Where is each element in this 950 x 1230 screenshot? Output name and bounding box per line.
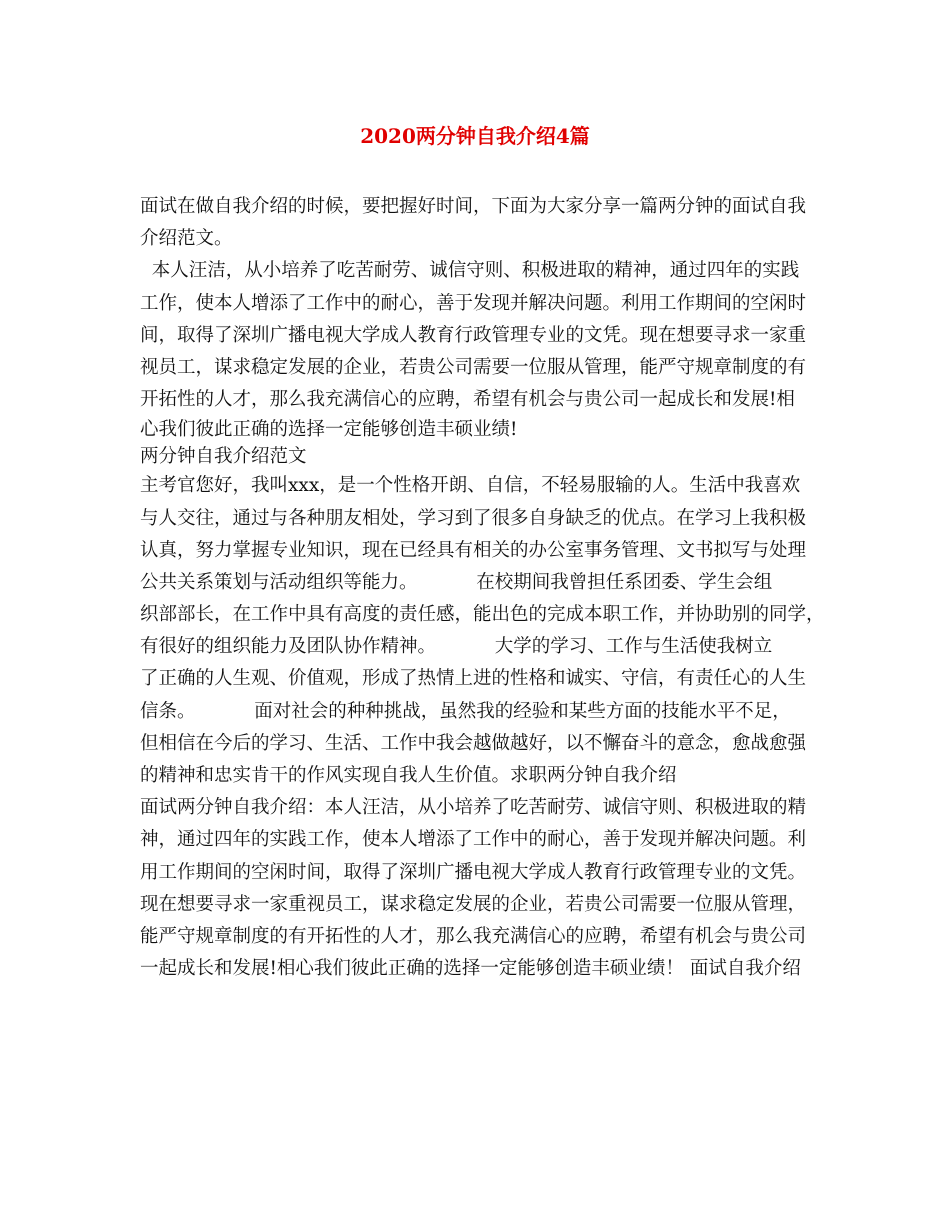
body-line: 认真，努力掌握专业知识，现在已经具有相关的办公室事务管理、文书拟写与处理	[140, 539, 807, 561]
section-heading: 两分钟自我介绍范文	[140, 446, 307, 468]
body-line: 开拓性的人才，那么我充满信心的应聘，希望有机会与贵公司一起成长和发展!相	[140, 389, 795, 411]
body-line: 一起成长和发展!相心我们彼此正确的选择一定能够创造丰硕业绩！ 面试自我介绍	[140, 958, 801, 980]
body-line: 但相信在今后的学习、生活、工作中我会越做越好，以不懈奋斗的意念，愈战愈强	[140, 732, 807, 754]
body-line: 与人交往，通过与各种朋友相处，学习到了很多自身缺乏的优点。在学习上我积极	[140, 507, 807, 529]
body-line: 有很好的组织能力及团队协作精神。 大学的学习、工作与生活使我树立	[140, 636, 773, 658]
body-line: 公共关系策划与活动组织等能力。 在校期间我曾担任系团委、学生会组	[140, 571, 773, 593]
body-line: 介绍范文。	[140, 228, 233, 250]
document-title: 2020两分钟自我介绍4篇	[360, 124, 590, 148]
body-line: 面试两分钟自我介绍：本人汪洁，从小培养了吃苦耐劳、诚信守则、积极进取的精	[140, 797, 807, 819]
body-line: 现在想要寻求一家重视员工，谋求稳定发展的企业，若贵公司需要一位服从管理，	[140, 893, 807, 915]
body-line: 织部部长，在工作中具有高度的责任感，能出色的完成本职工作，并协助别的同学，	[140, 604, 825, 626]
body-line: 视员工，谋求稳定发展的企业，若贵公司需要一位服从管理，能严守规章制度的有	[140, 356, 807, 378]
body-line: 工作，使本人增添了工作中的耐心，善于发现并解决问题。利用工作期间的空闲时	[140, 292, 807, 314]
body-line: 用工作期间的空闲时间，取得了深圳广播电视大学成人教育行政管理专业的文凭。	[140, 861, 807, 883]
body-line: 了正确的人生观、价值观，形成了热情上进的性格和诚实、守信，有责任心的人生	[140, 668, 807, 690]
body-line: 主考官您好，我叫xxx，是一个性格开朗、自信，不轻易服输的人。生活中我喜欢	[140, 475, 801, 497]
body-line: 信条。 面对社会的种种挑战，虽然我的经验和某些方面的技能水平不足，	[140, 700, 791, 722]
body-line: 的精神和忠实肯干的作风实现自我人生价值。求职两分钟自我介绍	[140, 765, 677, 786]
body-line: 神，通过四年的实践工作，使本人增添了工作中的耐心，善于发现并解决问题。利	[140, 829, 807, 851]
body-line: 心我们彼此正确的选择一定能够创造丰硕业绩!	[140, 419, 518, 441]
document-body	[140, 191, 825, 985]
body-line: 本人汪洁，从小培养了吃苦耐劳、诚信守则、积极进取的精神，通过四年的实践	[140, 260, 800, 282]
body-line: 间，取得了深圳广播电视大学成人教育行政管理专业的文凭。现在想要寻求一家重	[140, 324, 807, 346]
body-line: 面试在做自我介绍的时候，要把握好时间，下面为大家分享一篇两分钟的面试自我	[140, 196, 807, 217]
body-line: 能严守规章制度的有开拓性的人才，那么我充满信心的应聘，希望有机会与贵公司	[140, 925, 807, 947]
